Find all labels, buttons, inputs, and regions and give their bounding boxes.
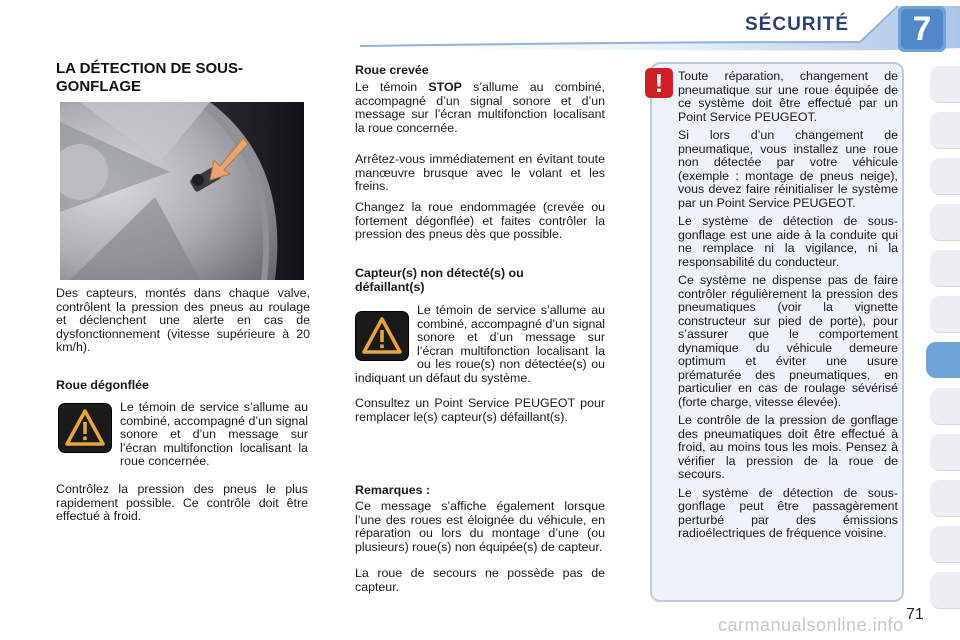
note-text <box>678 70 898 546</box>
chapter-tab[interactable] <box>930 250 960 287</box>
burst-heading: Roue crevée <box>355 63 429 77</box>
chapter-tab[interactable] <box>930 204 960 241</box>
sensor-text-wrapper <box>355 304 605 386</box>
sensor-heading-line-1: Capteur(s) non détecté(s) ou <box>355 266 524 280</box>
deflated-text: Le témoin de service s’allume au combiné, accompagné d’un signal sonore et d’un message sur l’écran multifonction localisant la roue concernée. <box>120 400 308 469</box>
burst-text-start: Le témoin <box>355 80 429 94</box>
section-title-line-2: GONFLAGE <box>56 78 141 95</box>
page-number: 71 <box>906 606 924 623</box>
chapter-title: SÉCURITÉ <box>745 14 850 35</box>
chapter-tab-active[interactable] <box>926 342 960 378</box>
chapter-tab[interactable] <box>930 296 960 333</box>
intro-paragraph: Des capteurs, montés dans chaque valve, contrôlent la pression des pneus au roulage et déclenchent une alerte en cas de dysfonctionnement (vitesse supérieure à 20 km/h). <box>56 286 310 355</box>
remarks-heading: Remarques : <box>355 483 431 497</box>
sensor-consult-paragraph: Consultez un Point Service PEUGEOT pour remplacer le(s) capteur(s) défaillant(s). <box>355 396 605 424</box>
page-header <box>0 0 960 62</box>
chapter-tab[interactable] <box>930 526 960 563</box>
stop-label: STOP <box>428 80 462 94</box>
watermark: carmanualsonline.info <box>718 615 904 635</box>
tyre-valve-sensor-photo <box>60 102 304 280</box>
chapter-tab[interactable] <box>930 480 960 517</box>
chapter-tab[interactable] <box>930 434 960 471</box>
note-paragraph: Le système de détection de sous-gonflage peut être passagèrement perturbé par des émissions radioélectriques de fréquence voisine. <box>678 485 898 540</box>
service-warning-icon <box>58 403 112 453</box>
deflated-heading: Roue dégonflée <box>56 378 149 392</box>
deflated-check-paragraph: Contrôlez la pression des pneus le plus rapidement possible. Ce contrôle doit être effectué à froid. <box>56 482 308 524</box>
note-paragraph: Toute réparation, changement de pneumatique sur une roue équipée de ce système doit être effectué par un Point Service PEUGEOT. <box>678 69 898 124</box>
chapter-tab[interactable] <box>930 66 960 103</box>
left-column <box>56 60 310 96</box>
note-paragraph: Le système de détection de sous-gonflage est une aide à la conduite qui ne remplace ni la vigilance, ni la responsabilité du conducteur. <box>678 214 898 269</box>
burst-stop-paragraph: Arrêtez-vous immédiatement en évitant toute manœuvre brusque avec le volant et les freins. <box>355 152 605 194</box>
icon-spacer <box>355 304 417 364</box>
chapter-tab[interactable] <box>930 572 960 609</box>
sensor-text: Le témoin de service s’allume au combiné, accompagné d’un signal sonore et d’un message sur l’écran multifonction localisant la ou les roue(s) non détectée(s) ou indiquant un défaut du système. <box>355 303 605 385</box>
sensor-heading-line-2: défaillant(s) <box>355 280 425 294</box>
note-paragraph: Le contrôle de la pression de gonflage des pneumatiques doit être effectué à froid, au moins tous les mois. Pensez à vérifier la pression de la roue de secours. <box>678 413 898 481</box>
burst-text-end: s’allume au combiné, accompagné d’un signal sonore et d’un message sur l’écran multifonction localisant la roue concernée. <box>355 80 605 135</box>
burst-text <box>355 81 605 135</box>
burst-change-paragraph: Changez la roue endommagée (crevée ou fortement dégonflée) et faites contrôler la pression des pneus dès que possible. <box>355 200 605 242</box>
note-paragraph: Ce système ne dispense pas de faire contrôler régulièrement la pression des pneumatiques (voir la vignette constructeur sur pied de porte), pour s’assurer que le comportement dynamique du véhicule demeure optimum et éviter une usure prématurée des pneumatiques, en particulier en cas de roulage sévérisé (forte charge, vitesse élevée). <box>678 273 898 409</box>
section-title-line-1: LA DÉTECTION DE SOUS- <box>56 60 243 77</box>
spare-wheel-paragraph: La roue de secours ne possède pas de capteur. <box>355 566 605 594</box>
exclamation-icon: ! <box>645 68 673 98</box>
chapter-tab-rail <box>922 66 960 626</box>
chapter-tab[interactable] <box>930 388 960 425</box>
chapter-number: 7 <box>912 10 932 48</box>
note-paragraph: Si lors d’un changement de pneumatique, vous installez une roue non détectée par votre véhicule (exemple : montage de pneus neige), vous devez faire réinitialiser le système par un Point Service PEUGEOT. <box>678 128 898 210</box>
remarks-paragraph: Ce message s’affiche également lorsque l’une des roues est éloignée du véhicule, en réparation ou lors du montage d’une (ou plusieurs) roue(s) non équipée(s) de capteur. <box>355 499 605 554</box>
chapter-tab[interactable] <box>930 158 960 195</box>
sensor-heading <box>355 266 605 294</box>
section-title <box>56 60 310 96</box>
chapter-tab[interactable] <box>930 112 960 149</box>
